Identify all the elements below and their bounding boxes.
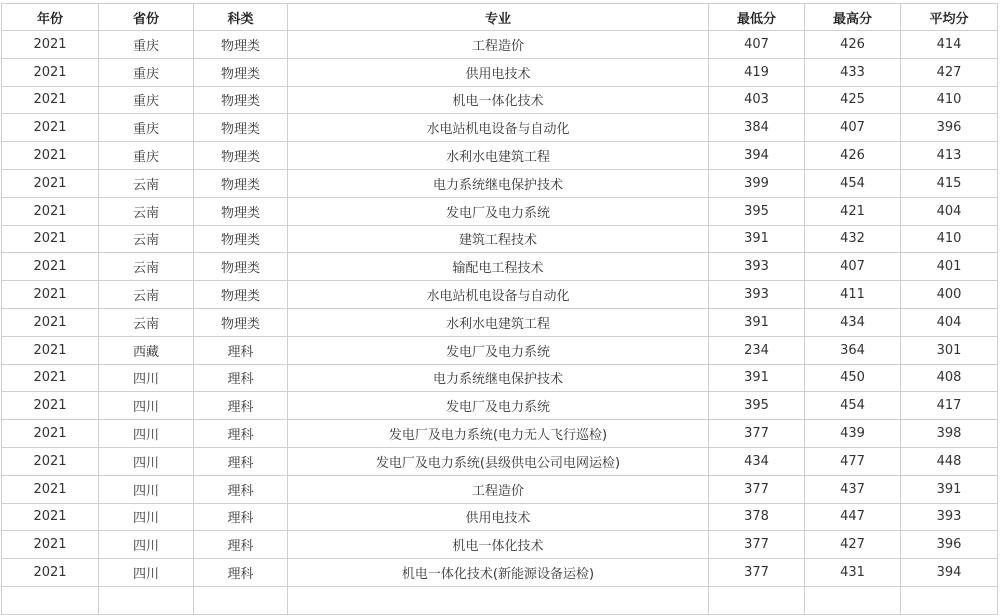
cell-avg-score: 398 bbox=[901, 420, 998, 448]
cell-major: 工程造价 bbox=[288, 475, 709, 503]
cell-min-score: 419 bbox=[709, 58, 805, 86]
cell-province: 重庆 bbox=[99, 58, 194, 86]
cell-min-score: 434 bbox=[709, 447, 805, 475]
table-body bbox=[2, 31, 998, 615]
table-row bbox=[2, 475, 998, 503]
table-row bbox=[2, 308, 998, 336]
cell-max-score: 426 bbox=[805, 31, 901, 59]
cell-province: 云南 bbox=[99, 308, 194, 336]
cell-min-score: 395 bbox=[709, 392, 805, 420]
cell-major: 发电厂及电力系统 bbox=[288, 392, 709, 420]
cell-avg-score: 448 bbox=[901, 447, 998, 475]
cell-major: 电力系统继电保护技术 bbox=[288, 364, 709, 392]
cell-avg-score: 427 bbox=[901, 58, 998, 86]
cell-avg-score: 396 bbox=[901, 114, 998, 142]
cell-max-score: 454 bbox=[805, 169, 901, 197]
cell-year: 2021 bbox=[2, 142, 99, 170]
cell-avg-score: 413 bbox=[901, 142, 998, 170]
cell-major: 发电厂及电力系统 bbox=[288, 336, 709, 364]
cell-province: 四川 bbox=[99, 531, 194, 559]
cell-subject-type: 物理类 bbox=[194, 253, 288, 281]
cell-major: 输配电工程技术 bbox=[288, 253, 709, 281]
cell-year: 2021 bbox=[2, 475, 99, 503]
cell-province: 四川 bbox=[99, 392, 194, 420]
table-row bbox=[2, 169, 998, 197]
cell-year: 2021 bbox=[2, 225, 99, 253]
cell-subject-type: 理科 bbox=[194, 364, 288, 392]
cell-avg-score: 408 bbox=[901, 364, 998, 392]
cell-subject-type: 理科 bbox=[194, 392, 288, 420]
cell-min-score: 378 bbox=[709, 503, 805, 531]
cell-major: 水电站机电设备与自动化 bbox=[288, 114, 709, 142]
header-min-score: 最低分 bbox=[709, 4, 805, 31]
cell-subject-type: 物理类 bbox=[194, 31, 288, 59]
cell-min-score: 377 bbox=[709, 559, 805, 587]
cell-subject-type: 物理类 bbox=[194, 142, 288, 170]
cell-year: 2021 bbox=[2, 447, 99, 475]
cell-subject-type: 物理类 bbox=[194, 225, 288, 253]
cell-province: 四川 bbox=[99, 559, 194, 587]
table-row bbox=[2, 531, 998, 559]
cell-avg-score: 400 bbox=[901, 281, 998, 309]
cell-subject-type: 理科 bbox=[194, 475, 288, 503]
cell-year: 2021 bbox=[2, 281, 99, 309]
cell-min-score: 407 bbox=[709, 31, 805, 59]
cell-province: 四川 bbox=[99, 364, 194, 392]
cell-min-score: 399 bbox=[709, 169, 805, 197]
cell-year: 2021 bbox=[2, 364, 99, 392]
table-row bbox=[2, 392, 998, 420]
cell-province: 重庆 bbox=[99, 114, 194, 142]
cell-year: 2021 bbox=[2, 392, 99, 420]
cell-avg-score: 301 bbox=[901, 336, 998, 364]
cell-max-score: 407 bbox=[805, 114, 901, 142]
cell-major: 发电厂及电力系统(县级供电公司电网运检) bbox=[288, 447, 709, 475]
table-row bbox=[2, 447, 998, 475]
cell-year: 2021 bbox=[2, 86, 99, 114]
cell-max-score: 421 bbox=[805, 197, 901, 225]
header-max-score: 最高分 bbox=[805, 4, 901, 31]
cell-min-score: 377 bbox=[709, 420, 805, 448]
table-row bbox=[2, 114, 998, 142]
table-row bbox=[2, 253, 998, 281]
cell-major: 水利水电建筑工程 bbox=[288, 142, 709, 170]
cell-major: 机电一体化技术 bbox=[288, 531, 709, 559]
cell-major: 水利水电建筑工程 bbox=[288, 308, 709, 336]
header-province: 省份 bbox=[99, 4, 194, 31]
cell-max-score: 426 bbox=[805, 142, 901, 170]
cell-year: 2021 bbox=[2, 308, 99, 336]
cell-major: 机电一体化技术(新能源设备运检) bbox=[288, 559, 709, 587]
cell-major: 建筑工程技术 bbox=[288, 225, 709, 253]
cell-subject-type: 物理类 bbox=[194, 308, 288, 336]
cell-province: 四川 bbox=[99, 420, 194, 448]
cell-subject-type: 理科 bbox=[194, 447, 288, 475]
cell-year: 2021 bbox=[2, 531, 99, 559]
cell-subject-type: 物理类 bbox=[194, 58, 288, 86]
cell-min-score: 403 bbox=[709, 86, 805, 114]
table-row bbox=[2, 503, 998, 531]
cell-min-score: 377 bbox=[709, 531, 805, 559]
cell-province: 重庆 bbox=[99, 31, 194, 59]
cell-province: 云南 bbox=[99, 197, 194, 225]
admission-score-table bbox=[1, 3, 998, 615]
header-year: 年份 bbox=[2, 4, 99, 31]
cell-avg-score: 404 bbox=[901, 197, 998, 225]
cell-min-score: 391 bbox=[709, 364, 805, 392]
cell-max-score: 425 bbox=[805, 86, 901, 114]
cell-max-score: 454 bbox=[805, 392, 901, 420]
cell-avg-score: 417 bbox=[901, 392, 998, 420]
table-row bbox=[2, 142, 998, 170]
cell-max-score: 477 bbox=[805, 447, 901, 475]
table-row bbox=[2, 364, 998, 392]
cell-subject-type: 物理类 bbox=[194, 86, 288, 114]
cell-max-score: 437 bbox=[805, 475, 901, 503]
table-row bbox=[2, 559, 998, 587]
cell-avg-score: 404 bbox=[901, 308, 998, 336]
cell-province: 云南 bbox=[99, 225, 194, 253]
cell-min-score: 393 bbox=[709, 281, 805, 309]
table-row bbox=[2, 197, 998, 225]
cell-year: 2021 bbox=[2, 559, 99, 587]
cell-major: 供用电技术 bbox=[288, 503, 709, 531]
cell-avg-score: 410 bbox=[901, 86, 998, 114]
cell-avg-score: 415 bbox=[901, 169, 998, 197]
cell-min-score: 234 bbox=[709, 336, 805, 364]
cell-province: 四川 bbox=[99, 475, 194, 503]
cell-year: 2021 bbox=[2, 336, 99, 364]
cell-avg-score: 414 bbox=[901, 31, 998, 59]
cell-max-score: 364 bbox=[805, 336, 901, 364]
cell-subject-type: 物理类 bbox=[194, 114, 288, 142]
cell-max-score: 432 bbox=[805, 225, 901, 253]
table-row bbox=[2, 281, 998, 309]
table-row bbox=[2, 420, 998, 448]
cell-year: 2021 bbox=[2, 58, 99, 86]
table-row bbox=[2, 336, 998, 364]
cell-province: 云南 bbox=[99, 281, 194, 309]
cell-year: 2021 bbox=[2, 420, 99, 448]
cell-subject-type: 理科 bbox=[194, 531, 288, 559]
table-row bbox=[2, 31, 998, 59]
cell-year: 2021 bbox=[2, 503, 99, 531]
cell-major: 水电站机电设备与自动化 bbox=[288, 281, 709, 309]
table-header-row bbox=[2, 4, 998, 31]
cell-max-score: 439 bbox=[805, 420, 901, 448]
cell-province: 四川 bbox=[99, 447, 194, 475]
cell-subject-type: 物理类 bbox=[194, 281, 288, 309]
cell-subject-type: 物理类 bbox=[194, 197, 288, 225]
cell-avg-score: 401 bbox=[901, 253, 998, 281]
cell-max-score: 450 bbox=[805, 364, 901, 392]
cell-province: 重庆 bbox=[99, 86, 194, 114]
cell-min-score: 394 bbox=[709, 142, 805, 170]
cell-max-score: 431 bbox=[805, 559, 901, 587]
cell-major: 发电厂及电力系统 bbox=[288, 197, 709, 225]
cell-major: 机电一体化技术 bbox=[288, 86, 709, 114]
cell-subject-type: 理科 bbox=[194, 336, 288, 364]
cell-year: 2021 bbox=[2, 197, 99, 225]
cell-subject-type: 理科 bbox=[194, 503, 288, 531]
cell-max-score: 433 bbox=[805, 58, 901, 86]
cell-subject-type: 理科 bbox=[194, 420, 288, 448]
cell-major: 工程造价 bbox=[288, 31, 709, 59]
cell-avg-score: 394 bbox=[901, 559, 998, 587]
cell-min-score: 391 bbox=[709, 308, 805, 336]
table-row bbox=[2, 86, 998, 114]
table-row bbox=[2, 58, 998, 86]
cell-year: 2021 bbox=[2, 253, 99, 281]
cell-province: 云南 bbox=[99, 253, 194, 281]
cell-year: 2021 bbox=[2, 31, 99, 59]
header-major: 专业 bbox=[288, 4, 709, 31]
cell-province: 西藏 bbox=[99, 336, 194, 364]
cell-major: 电力系统继电保护技术 bbox=[288, 169, 709, 197]
cell-max-score: 411 bbox=[805, 281, 901, 309]
cell-avg-score: 396 bbox=[901, 531, 998, 559]
cell-avg-score: 391 bbox=[901, 475, 998, 503]
cell-major: 供用电技术 bbox=[288, 58, 709, 86]
cell-subject-type: 理科 bbox=[194, 559, 288, 587]
cell-subject-type: 物理类 bbox=[194, 169, 288, 197]
cell-major: 发电厂及电力系统(电力无人飞行巡检) bbox=[288, 420, 709, 448]
table-row bbox=[2, 225, 998, 253]
cell-max-score: 407 bbox=[805, 253, 901, 281]
cell-year: 2021 bbox=[2, 114, 99, 142]
header-avg-score: 平均分 bbox=[901, 4, 998, 31]
cell-province: 云南 bbox=[99, 169, 194, 197]
cell-min-score: 393 bbox=[709, 253, 805, 281]
cell-min-score: 384 bbox=[709, 114, 805, 142]
cell-min-score: 377 bbox=[709, 475, 805, 503]
cell-max-score: 434 bbox=[805, 308, 901, 336]
score-table-container bbox=[1, 3, 997, 615]
cell-province: 四川 bbox=[99, 503, 194, 531]
cell-max-score: 427 bbox=[805, 531, 901, 559]
cell-min-score: 395 bbox=[709, 197, 805, 225]
cell-avg-score: 393 bbox=[901, 503, 998, 531]
cell-min-score: 391 bbox=[709, 225, 805, 253]
cell-max-score: 447 bbox=[805, 503, 901, 531]
header-subject-type: 科类 bbox=[194, 4, 288, 31]
cell-avg-score: 410 bbox=[901, 225, 998, 253]
cell-year: 2021 bbox=[2, 169, 99, 197]
cell-province: 重庆 bbox=[99, 142, 194, 170]
